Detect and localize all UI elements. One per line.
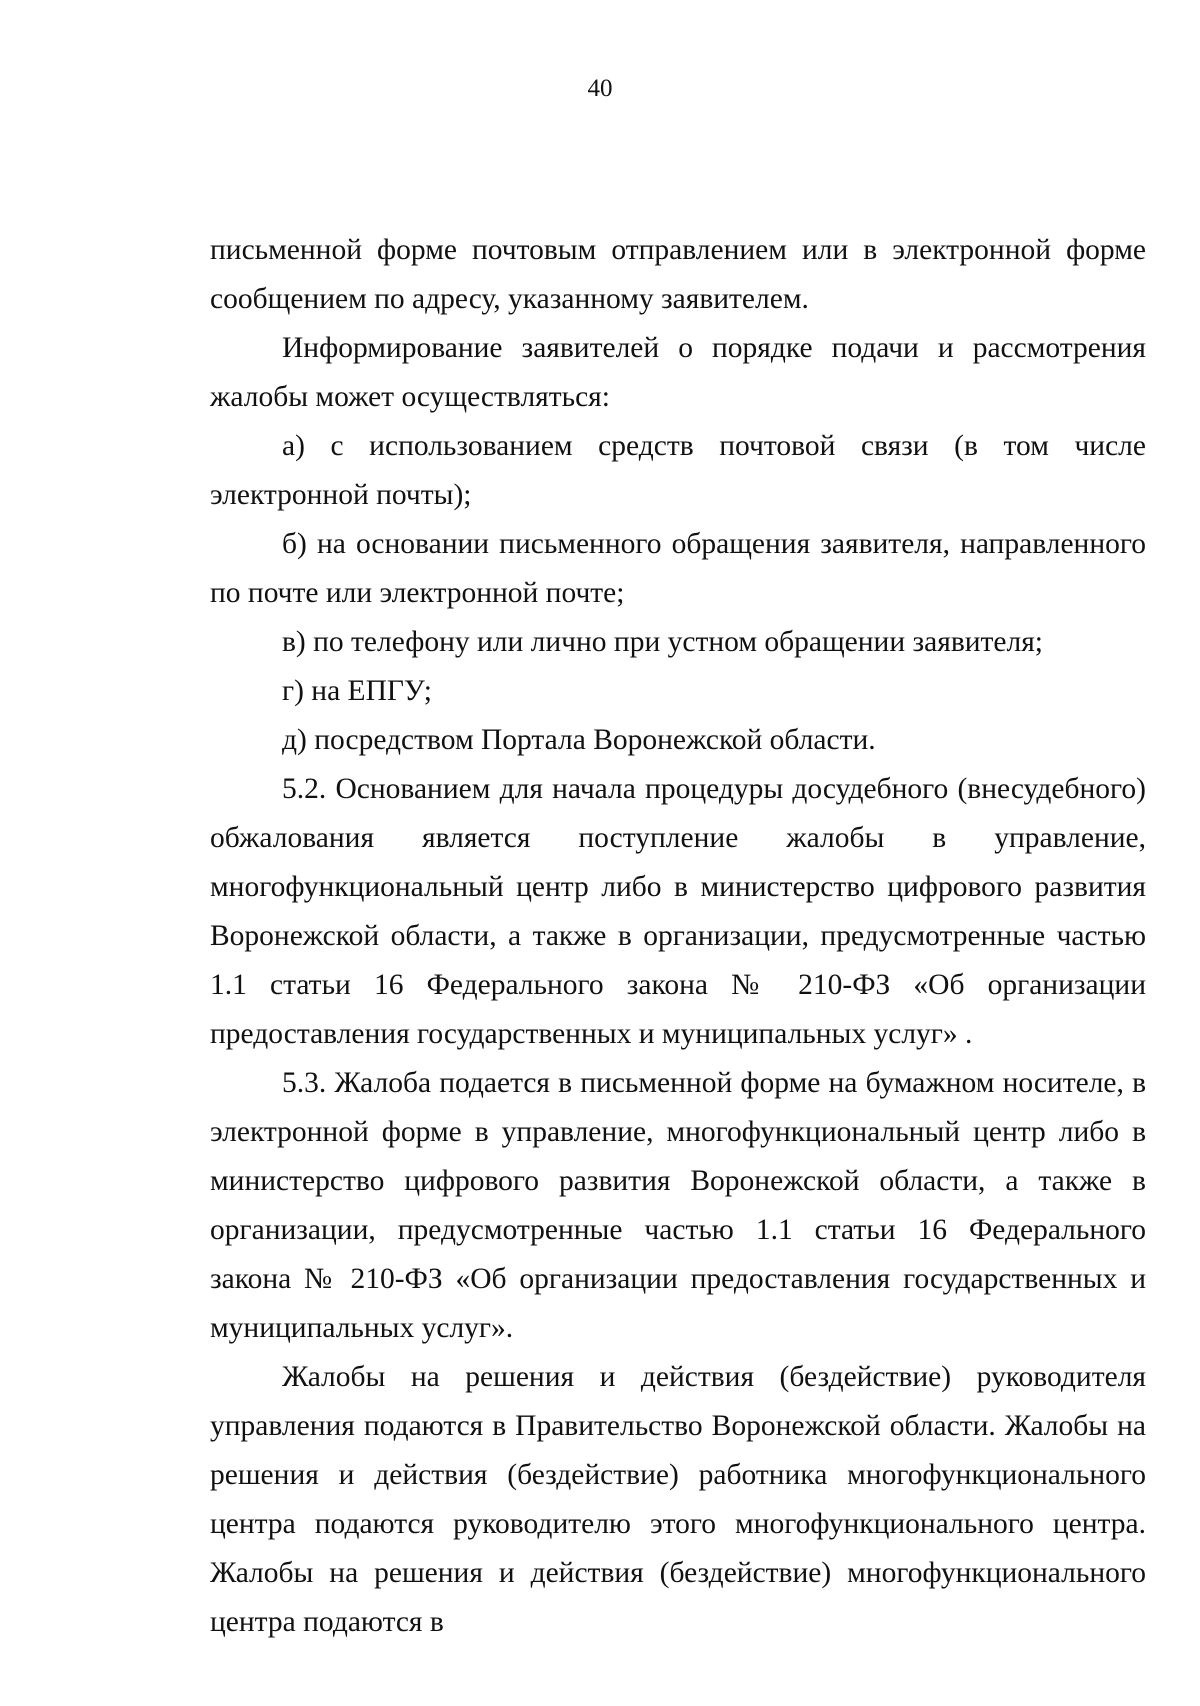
list-item-b: б) на основании письменного обращения заявителя, направленного по почте или электронной почте; <box>210 528 1146 609</box>
list-item-a: а) с использованием средств почтовой связи (в том числе электронной почты); <box>210 430 1146 511</box>
paragraph-5-3: 5.3. Жалоба подается в письменной форме на бумажном носителе, в электронной форме в управление, многофункциональный центр либо в министерство цифрового развития Воронежской области, а также в организации, предусмотренные частью 1.1 статьи 16 Федерального закона № 210-ФЗ «Об организации предоставления государственных и муниципальных услуг». <box>210 1067 1146 1344</box>
list-item-d: д) посредством Портала Воронежской области. <box>282 724 876 756</box>
page-number: 40 <box>587 75 613 102</box>
paragraph-5-2: 5.2. Основанием для начала процедуры досудебного (внесудебного) обжалования является поступление жалобы в управление, многофункциональный центр либо в министерство цифрового развития Воронежской области, а также в организации, предусмотренные частью 1.1 статьи 16 Федерального закона № 210-ФЗ «Об организации предоставления государственных и муниципальных услуг» . <box>210 773 1146 1050</box>
paragraph-informing: Информирование заявителей о порядке подачи и рассмотрения жалобы может осуществляться: <box>210 332 1146 413</box>
paragraph-continuation: письменной форме почтовым отправлением или в электронной форме сообщением по адресу, указанному заявителем. <box>210 234 1146 315</box>
list-item-g: г) на ЕПГУ; <box>282 675 432 707</box>
document-body <box>210 226 1146 1647</box>
list-item-v: в) по телефону или лично при устном обращении заявителя; <box>282 626 1044 658</box>
paragraph-complaints: Жалобы на решения и действия (бездействие) руководителя управления подаются в Правительство Воронежской области. Жалобы на решения и действия (бездействие) работника многофункционального центра подаются руководителю этого многофункционального центра. Жалобы на решения и действия (бездействие) многофункционального центра подаются в <box>210 1361 1146 1638</box>
